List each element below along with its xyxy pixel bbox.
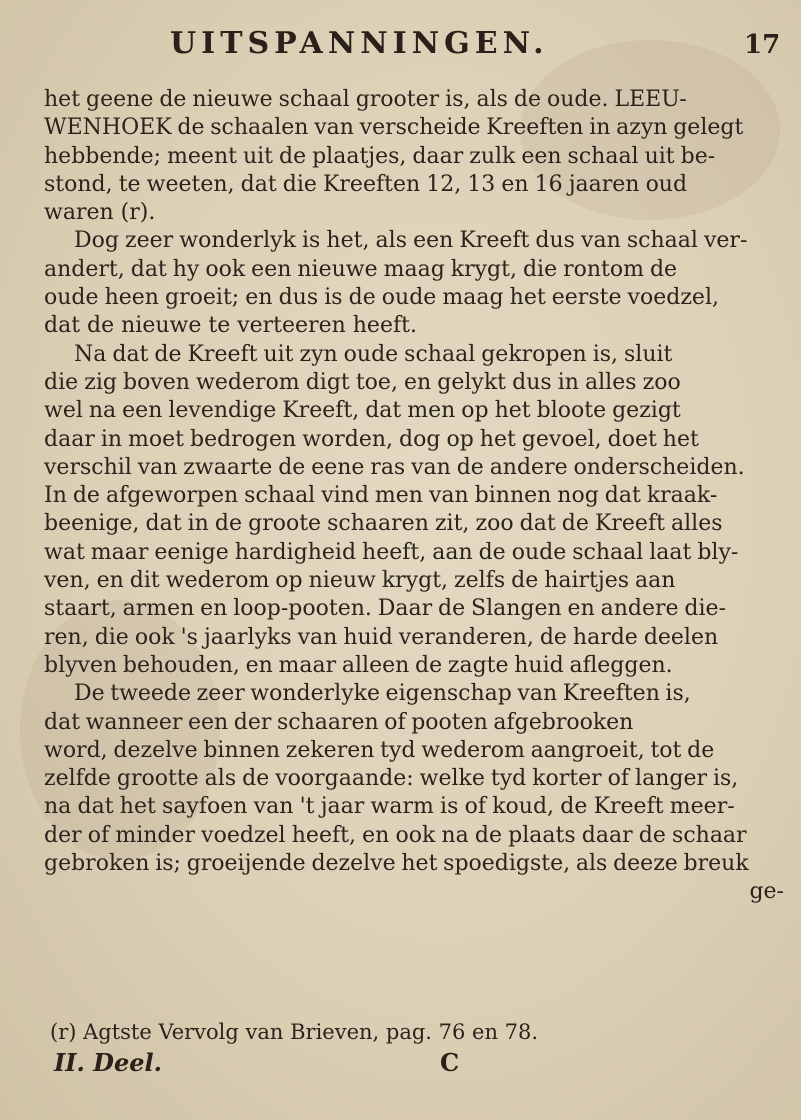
text-line: In de afgeworpen schaal vind men van binnen nog dat kraak- <box>44 483 718 509</box>
text-line: dat de nieuwe te verteeren heeft. <box>44 313 417 339</box>
text-line: blyven behouden, en maar alleen de zagte huid afleggen. <box>44 652 673 678</box>
text-line: gebroken is; groeijende dezelve het spoedigste, als deeze breuk <box>44 851 749 877</box>
text-line: daar in moet bedrogen worden, dog op het gevoel, doet het <box>44 426 699 452</box>
text-line: WENHOEK de schaalen van verscheide Kreeften in azyn gelegt <box>44 115 744 141</box>
text-line: waren (r). <box>44 200 156 226</box>
text-line: ge- <box>749 879 784 905</box>
text-line: na dat het sayfoen van 't jaar warm is of koud, de Kreeft meer- <box>44 794 735 820</box>
text-line: zelfde grootte als de voorgaande: welke tyd korter of langer is, <box>44 766 739 792</box>
signature-mark: C <box>440 1048 460 1077</box>
text-line: ven, en dit wederom op nieuw krygt, zelfs de hairtjes aan <box>44 568 676 594</box>
text-line: andert, dat hy ook een nieuwe maag krygt, die rontom de <box>44 256 678 282</box>
body-text <box>44 86 784 907</box>
text-line: wel na een levendige Kreeft, dat men op het bloote gezigt <box>44 398 681 424</box>
running-title: UITSPANNINGEN. <box>170 26 549 61</box>
text-line: ren, die ook 's jaarlyks van huid veranderen, de harde deelen <box>44 624 719 650</box>
text-line: die zig boven wederom digt toe, en gelykt dus in alles zoo <box>44 369 681 395</box>
page-header <box>0 20 801 72</box>
text-line: dat wanneer een der schaaren of pooten afgebrooken <box>44 709 634 735</box>
text-line: Na dat de Kreeft uit zyn oude schaal gekropen is, sluit <box>74 341 673 367</box>
text-line: beenige, dat in de groote schaaren zit, zoo dat de Kreeft alles <box>44 511 723 537</box>
page-number: 17 <box>744 30 781 60</box>
text-line: der of minder voedzel heeft, en ook na de plaats daar de schaar <box>44 822 747 848</box>
text-line: stond, te weeten, dat die Kreeften 12, 13 en 16 jaaren oud <box>44 171 688 197</box>
text-line: hebbende; meent uit de plaatjes, daar zulk een schaal uit be- <box>44 143 716 169</box>
page-footer <box>54 1048 774 1080</box>
volume-label: II. Deel. <box>54 1048 162 1077</box>
text-line: wat maar eenige hardigheid heeft, aan de oude schaal laat bly- <box>44 539 739 565</box>
text-line: staart, armen en loop-pooten. Daar de Slangen en andere die- <box>44 596 727 622</box>
text-line: het geene de nieuwe schaal grooter is, als de oude. LEEU- <box>44 87 687 112</box>
text-line: Dog zeer wonderlyk is het, als een Kreeft dus van schaal ver- <box>74 228 748 254</box>
text-line: oude heen groeit; en dus is de oude maag het eerste voedzel, <box>44 285 719 311</box>
text-line: De tweede zeer wonderlyke eigenschap van Kreeften is, <box>74 681 691 707</box>
text-line: word, dezelve binnen zekeren tyd wederom aangroeit, tot de <box>44 737 715 763</box>
footnote: (r) Agtste Vervolg van Brieven, pag. 76 en 78. <box>50 1020 539 1044</box>
text-line: verschil van zwaarte de eene ras van de andere onderscheiden. <box>44 454 745 480</box>
